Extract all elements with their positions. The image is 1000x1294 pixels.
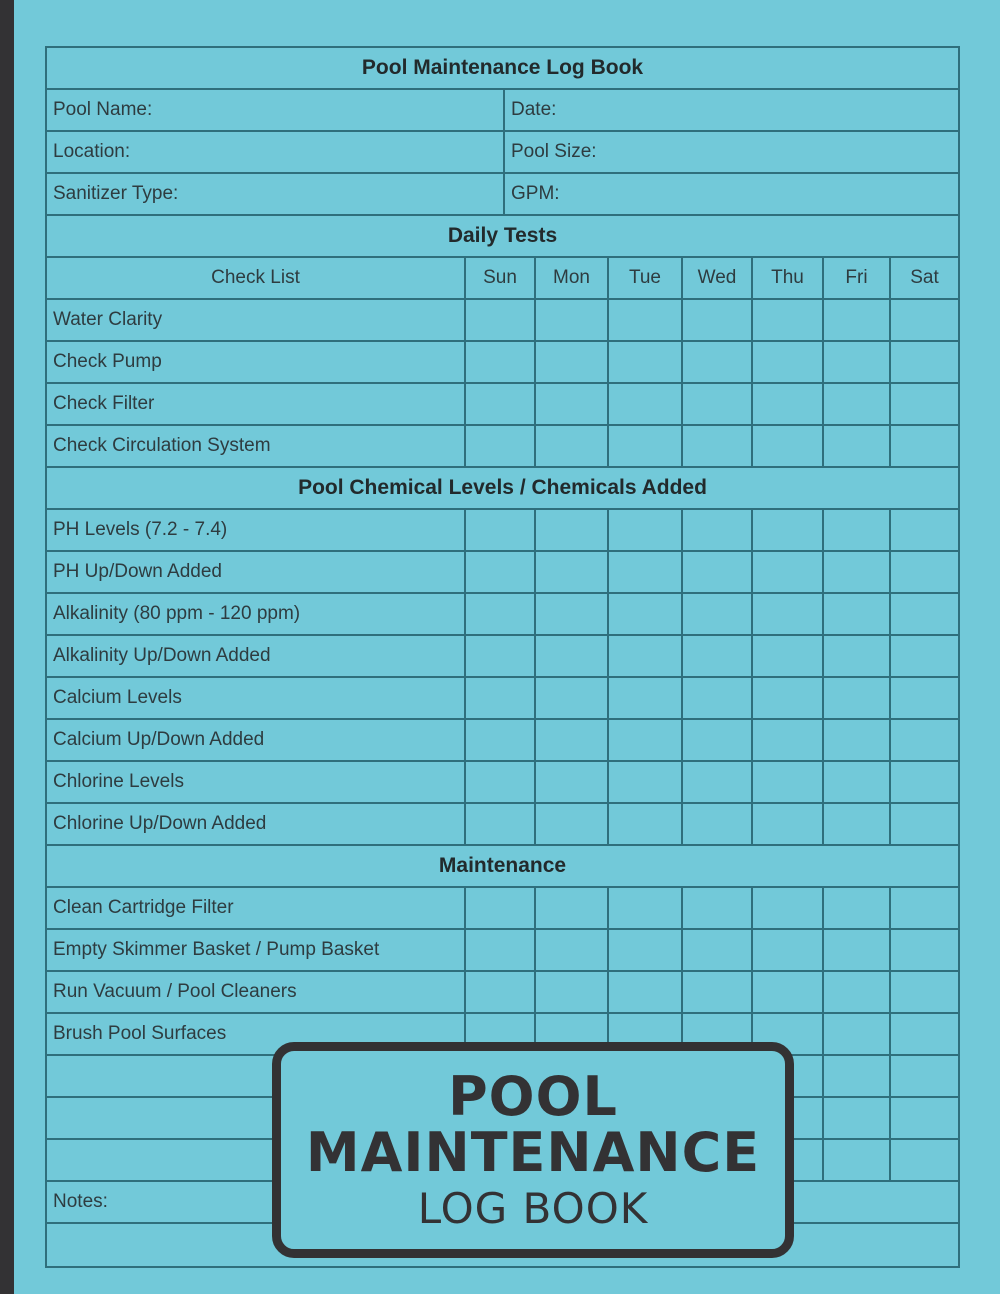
- day-check-cell[interactable]: [534, 510, 607, 550]
- day-check-cell[interactable]: [534, 720, 607, 760]
- day-check-cell[interactable]: [681, 342, 751, 382]
- day-check-cell[interactable]: [464, 342, 534, 382]
- day-check-cell[interactable]: [464, 678, 534, 718]
- chemicals-title: Pool Chemical Levels / Chemicals Added: [298, 476, 707, 499]
- badge-line-log-book: LOG BOOK: [417, 1184, 649, 1233]
- day-check-cell[interactable]: [822, 384, 889, 424]
- table-row: [47, 594, 958, 636]
- day-check-cell[interactable]: [681, 552, 751, 592]
- daily-tests-title-row: [47, 216, 958, 258]
- cover-title-badge: [272, 1042, 794, 1258]
- day-check-cell[interactable]: [464, 888, 534, 928]
- day-check-cell[interactable]: [464, 804, 534, 844]
- checklist-item-label: Alkalinity (80 ppm - 120 ppm): [53, 603, 301, 624]
- day-check-cell[interactable]: [534, 342, 607, 382]
- day-check-cell[interactable]: [464, 972, 534, 1012]
- day-check-cell[interactable]: [681, 594, 751, 634]
- maintenance-title-row: [47, 846, 958, 888]
- day-check-cell[interactable]: [534, 426, 607, 466]
- day-check-cell[interactable]: [534, 384, 607, 424]
- checklist-item-label: Alkalinity Up/Down Added: [53, 645, 271, 666]
- day-check-cell[interactable]: [889, 1098, 958, 1138]
- day-check-cell[interactable]: [822, 1140, 889, 1180]
- day-check-cell[interactable]: [464, 426, 534, 466]
- checklist-item-label: Check Pump: [53, 351, 162, 372]
- table-row: [47, 300, 958, 342]
- day-check-cell[interactable]: [681, 636, 751, 676]
- day-check-cell[interactable]: [822, 300, 889, 340]
- table-row: [47, 804, 958, 846]
- day-check-cell[interactable]: [607, 972, 681, 1012]
- day-check-cell[interactable]: [464, 552, 534, 592]
- day-check-cell[interactable]: [822, 1098, 889, 1138]
- checklist-item-label: PH Up/Down Added: [53, 561, 222, 582]
- day-check-cell[interactable]: [681, 510, 751, 550]
- checklist-item-label: Run Vacuum / Pool Cleaners: [53, 981, 297, 1002]
- maintenance-title: Maintenance: [438, 854, 567, 877]
- day-check-cell[interactable]: [751, 888, 822, 928]
- day-check-cell[interactable]: [751, 636, 822, 676]
- day-check-cell[interactable]: [889, 300, 958, 340]
- checklist-item-label: Empty Skimmer Basket / Pump Basket: [53, 939, 380, 960]
- day-check-cell[interactable]: [751, 594, 822, 634]
- day-check-cell[interactable]: [534, 804, 607, 844]
- sanitizer-type-field[interactable]: Sanitizer Type:: [53, 183, 179, 204]
- date-field[interactable]: Date:: [503, 90, 958, 130]
- day-check-cell[interactable]: [889, 426, 958, 466]
- day-check-cell[interactable]: [607, 552, 681, 592]
- day-check-cell[interactable]: [889, 594, 958, 634]
- day-check-cell[interactable]: [822, 930, 889, 970]
- day-check-cell[interactable]: [464, 300, 534, 340]
- day-check-cell[interactable]: [681, 762, 751, 802]
- table-row: [47, 762, 958, 804]
- day-check-cell[interactable]: [889, 720, 958, 760]
- day-check-cell[interactable]: [534, 972, 607, 1012]
- badge-line-maintenance: MAINTENANCE: [305, 1121, 761, 1184]
- day-check-cell[interactable]: [822, 720, 889, 760]
- day-check-cell[interactable]: [822, 762, 889, 802]
- day-check-cell[interactable]: [607, 594, 681, 634]
- checklist-item-label: Check Circulation System: [53, 435, 271, 456]
- table-row: [47, 426, 958, 468]
- day-check-cell[interactable]: [681, 888, 751, 928]
- info-row: [47, 90, 958, 132]
- day-check-cell[interactable]: [607, 930, 681, 970]
- day-check-cell[interactable]: [822, 510, 889, 550]
- day-check-cell[interactable]: [607, 384, 681, 424]
- day-check-cell[interactable]: [751, 972, 822, 1012]
- day-check-cell[interactable]: [464, 720, 534, 760]
- day-check-cell[interactable]: [681, 384, 751, 424]
- table-row: [47, 552, 958, 594]
- day-header-sat: Sat: [889, 258, 958, 298]
- day-check-cell[interactable]: [607, 510, 681, 550]
- day-check-cell[interactable]: [751, 762, 822, 802]
- day-check-cell[interactable]: [822, 1014, 889, 1054]
- day-check-cell[interactable]: [822, 552, 889, 592]
- table-row: [47, 720, 958, 762]
- checklist-item-label: Chlorine Levels: [53, 771, 184, 792]
- notes-label: Notes:: [53, 1191, 108, 1212]
- day-check-cell[interactable]: [681, 972, 751, 1012]
- table-row: [47, 678, 958, 720]
- day-check-cell[interactable]: [889, 1140, 958, 1180]
- info-row: [47, 132, 958, 174]
- table-row: [47, 510, 958, 552]
- day-check-cell[interactable]: [681, 930, 751, 970]
- day-check-cell[interactable]: [889, 930, 958, 970]
- day-header-mon: Mon: [534, 258, 607, 298]
- checklist-item-label: Calcium Levels: [53, 687, 182, 708]
- day-check-cell[interactable]: [751, 300, 822, 340]
- day-check-cell[interactable]: [822, 1056, 889, 1096]
- checklist-item-label: Calcium Up/Down Added: [53, 729, 265, 750]
- checklist-header: Check List: [211, 267, 300, 288]
- pool-size-field[interactable]: Pool Size:: [503, 132, 958, 172]
- day-check-cell[interactable]: [607, 300, 681, 340]
- day-check-cell[interactable]: [822, 972, 889, 1012]
- table-row: [47, 930, 958, 972]
- chemicals-title-row: [47, 468, 958, 510]
- day-header-thu: Thu: [751, 258, 822, 298]
- day-check-cell[interactable]: [464, 930, 534, 970]
- day-check-cell[interactable]: [607, 678, 681, 718]
- day-check-cell[interactable]: [751, 930, 822, 970]
- day-check-cell[interactable]: [534, 888, 607, 928]
- checklist-item-label: Clean Cartridge Filter: [53, 897, 234, 918]
- day-check-cell[interactable]: [822, 636, 889, 676]
- checklist-item-label: Water Clarity: [53, 309, 163, 330]
- day-check-cell[interactable]: [534, 678, 607, 718]
- day-check-cell[interactable]: [751, 552, 822, 592]
- checklist-item-label: PH Levels (7.2 - 7.4): [53, 519, 228, 540]
- day-check-cell[interactable]: [889, 804, 958, 844]
- day-check-cell[interactable]: [751, 720, 822, 760]
- day-check-cell[interactable]: [751, 804, 822, 844]
- badge-line-pool: POOL: [448, 1065, 618, 1128]
- day-check-cell[interactable]: [534, 636, 607, 676]
- day-check-cell[interactable]: [822, 426, 889, 466]
- day-check-cell[interactable]: [681, 804, 751, 844]
- table-row: [47, 972, 958, 1014]
- table-row: [47, 384, 958, 426]
- day-check-cell[interactable]: [822, 342, 889, 382]
- day-header-sun: Sun: [464, 258, 534, 298]
- day-check-cell[interactable]: [822, 594, 889, 634]
- day-check-cell[interactable]: [889, 1056, 958, 1096]
- day-check-cell[interactable]: [889, 888, 958, 928]
- day-check-cell[interactable]: [889, 972, 958, 1012]
- day-check-cell[interactable]: [889, 1014, 958, 1054]
- day-check-cell[interactable]: [534, 762, 607, 802]
- day-check-cell[interactable]: [751, 510, 822, 550]
- day-check-cell[interactable]: [607, 720, 681, 760]
- day-check-cell[interactable]: [607, 342, 681, 382]
- day-check-cell[interactable]: [889, 762, 958, 802]
- day-check-cell[interactable]: [681, 426, 751, 466]
- day-check-cell[interactable]: [751, 678, 822, 718]
- day-check-cell[interactable]: [889, 636, 958, 676]
- day-check-cell[interactable]: [889, 342, 958, 382]
- table-row: [47, 636, 958, 678]
- day-check-cell[interactable]: [751, 426, 822, 466]
- day-check-cell[interactable]: [534, 300, 607, 340]
- checklist-item-label: Brush Pool Surfaces: [53, 1023, 227, 1044]
- day-check-cell[interactable]: [681, 300, 751, 340]
- day-check-cell[interactable]: [822, 804, 889, 844]
- day-check-cell[interactable]: [464, 384, 534, 424]
- sheet-title: Pool Maintenance Log Book: [361, 56, 644, 79]
- day-header-fri: Fri: [822, 258, 889, 298]
- day-header-row: [47, 258, 958, 300]
- day-check-cell[interactable]: [889, 510, 958, 550]
- location-field[interactable]: Location:: [53, 141, 131, 162]
- day-check-cell[interactable]: [607, 804, 681, 844]
- pool-name-field[interactable]: Pool Name:: [53, 99, 153, 120]
- day-check-cell[interactable]: [751, 384, 822, 424]
- sheet-title-row: [47, 48, 958, 90]
- day-check-cell[interactable]: [607, 888, 681, 928]
- day-check-cell[interactable]: [464, 510, 534, 550]
- day-check-cell[interactable]: [681, 678, 751, 718]
- info-row: [47, 174, 958, 216]
- day-check-cell[interactable]: [534, 594, 607, 634]
- daily-tests-title: Daily Tests: [447, 224, 558, 247]
- day-check-cell[interactable]: [889, 678, 958, 718]
- day-check-cell[interactable]: [607, 636, 681, 676]
- day-check-cell[interactable]: [534, 930, 607, 970]
- day-header-wed: Wed: [681, 258, 751, 298]
- day-check-cell[interactable]: [822, 888, 889, 928]
- book-spine: [0, 0, 14, 1294]
- day-check-cell[interactable]: [464, 594, 534, 634]
- day-check-cell[interactable]: [889, 552, 958, 592]
- day-check-cell[interactable]: [534, 552, 607, 592]
- table-row: [47, 888, 958, 930]
- checklist-item-label: Check Filter: [53, 393, 155, 414]
- day-header-tue: Tue: [607, 258, 681, 298]
- day-check-cell[interactable]: [607, 426, 681, 466]
- gpm-field[interactable]: GPM:: [503, 174, 958, 214]
- day-check-cell[interactable]: [464, 636, 534, 676]
- day-check-cell[interactable]: [889, 384, 958, 424]
- checklist-item-label: Chlorine Up/Down Added: [53, 813, 267, 834]
- day-check-cell[interactable]: [822, 678, 889, 718]
- day-check-cell[interactable]: [464, 762, 534, 802]
- day-check-cell[interactable]: [607, 762, 681, 802]
- day-check-cell[interactable]: [751, 342, 822, 382]
- table-row: [47, 342, 958, 384]
- day-check-cell[interactable]: [681, 720, 751, 760]
